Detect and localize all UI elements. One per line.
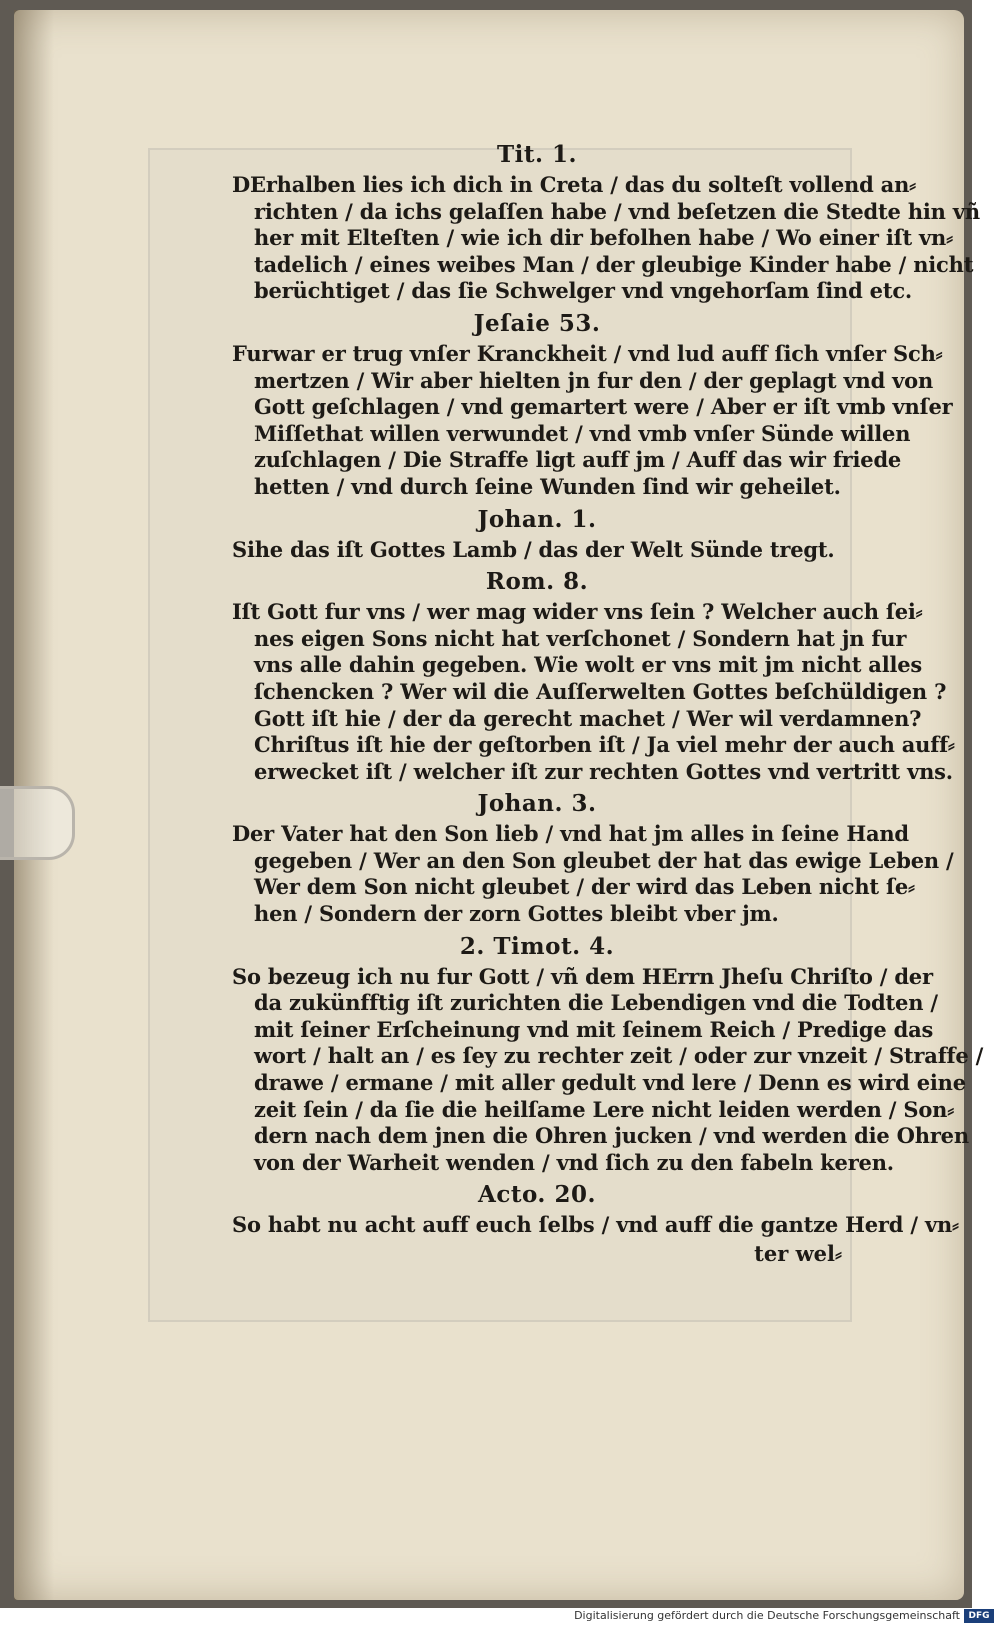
scripture-reference-heading: Rom. 8. <box>485 568 589 596</box>
text-line: ſchencken ? Wer wil die Auſſerwelten Gottes beſchüldigen ? <box>254 678 947 704</box>
text-line: von der Warheit wenden / vnd ſich zu den fabeln keren. <box>254 1149 894 1175</box>
scripture-reference-heading: Jeſaie 53. <box>473 309 601 337</box>
text-line: Chriſtus iſt hie der geſtorben iſt / Ja viel mehr der auch auff⸗ <box>254 732 955 758</box>
text-line: Gott geſchlagen / vnd gemartert were / Aber er iſt vmb vnſer <box>254 394 953 420</box>
page-text-block <box>232 136 984 1267</box>
scripture-passage <box>232 963 984 1177</box>
scripture-reference-heading: Tit. 1. <box>496 141 577 168</box>
text-line: Sihe das iſt Gottes Lamb / das der Welt Sünde tregt. <box>232 536 835 562</box>
digitization-footer <box>0 1608 1000 1625</box>
text-line: hetten / vnd durch ſeine Wunden ſind wir geheilet. <box>254 473 841 499</box>
text-line: her mit Elteſten / wie ich dir befolhen habe / Wo einer iſt vn⸗ <box>254 225 953 251</box>
text-line: Gott iſt hie / der da gerecht machet / Wer wil verdamnen? <box>254 705 922 731</box>
dfg-logo-icon: DFG <box>964 1609 994 1623</box>
text-line: So bezeug ich nu fur Gott / vñ dem HErrn Jheſu Chriſto / der <box>232 963 933 989</box>
text-line: mertzen / Wir aber hielten jn fur den / der geplagt vnd von <box>254 367 934 393</box>
text-line: Der Vater hat den Son lieb / vnd hat jm alles in ſeine Hand <box>232 821 909 847</box>
catchword: ter wel⸗ <box>754 1241 842 1266</box>
paper-clip <box>0 786 75 860</box>
scripture-reference-heading: Johan. 3. <box>477 790 597 818</box>
text-line: wort / halt an / es ſey zu rechter zeit / oder zur vnzeit / Straffe / <box>254 1043 984 1069</box>
scripture-reference-heading: Johan. 1. <box>477 505 597 533</box>
text-line: hen / Sondern der zorn Gottes bleibt vber jm. <box>254 901 779 927</box>
text-line: DErhalben lies ich dich in Creta / das du solteſt vollend an⸗ <box>232 172 916 197</box>
footer-credit: Digitalisierung gefördert durch die Deutsche Forschungsgemeinschaft <box>574 1609 960 1622</box>
scripture-passage <box>232 172 980 305</box>
text-line: So habt nu acht auff euch ſelbs / vnd auff die gantze Herd / vn⸗ <box>232 1212 959 1238</box>
text-line: mit ſeiner Erſcheinung vnd mit ſeinem Reich / Predige das <box>254 1016 934 1042</box>
scripture-passage <box>232 821 954 927</box>
text-line: dern nach dem jnen die Ohren jucken / vnd werden die Ohren <box>254 1123 969 1149</box>
text-line: berüchtiget / das ſie Schwelger vnd vngehorſam ſind etc. <box>254 278 913 304</box>
text-line: Miſſethat willen verwundet / vnd vmb vnſer Sünde willen <box>254 420 911 446</box>
text-line: vns alle dahin gegeben. Wie wolt er vns mit jm nicht alles <box>254 652 923 678</box>
text-line: gegeben / Wer an den Son gleubet der hat das ewige Leben / <box>254 847 954 873</box>
text-line: nes eigen Sons nicht hat verſchonet / Sondern hat jn fur <box>254 625 907 651</box>
text-line: erwecket iſt / welcher iſt zur rechten Gottes vnd vertritt vns. <box>254 758 953 784</box>
scripture-passage <box>232 1212 959 1239</box>
scripture-reference-heading: 2. Timot. 4. <box>459 932 615 960</box>
text-line: da zukünfftig iſt zurichten die Lebendigen vnd die Todten / <box>254 990 938 1016</box>
scripture-passage <box>232 340 953 501</box>
text-line: tadelich / eines weibes Man / der gleubige Kinder habe / nicht <box>254 251 974 277</box>
text-line: Wer dem Son nicht gleubet / der wird das Leben nicht ſe⸗ <box>254 874 915 900</box>
scripture-passage <box>232 537 842 564</box>
scripture-reference-heading: Acto. 20. <box>478 1181 596 1209</box>
text-line: richten / da ichs gelaſſen habe / vnd beſetzen die Stedte hin vñ <box>254 198 980 224</box>
scripture-passage <box>232 599 955 785</box>
text-line: drawe / ermane / mit aller gedult vnd lere / Denn es wird eine <box>254 1070 966 1096</box>
text-line: Iſt Gott fur vns / wer mag wider vns ſein ? Welcher auch ſei⸗ <box>232 599 923 625</box>
text-line: zeit ſein / da ſie die heilſame Lere nicht leiden werden / Son⸗ <box>254 1096 954 1122</box>
text-line: zuſchlagen / Die Straffe ligt auff jm / Auff das wir friede <box>254 447 902 473</box>
text-line: Furwar er trug vnſer Kranckheit / vnd lud auff ſich vnſer Sch⸗ <box>232 340 943 366</box>
